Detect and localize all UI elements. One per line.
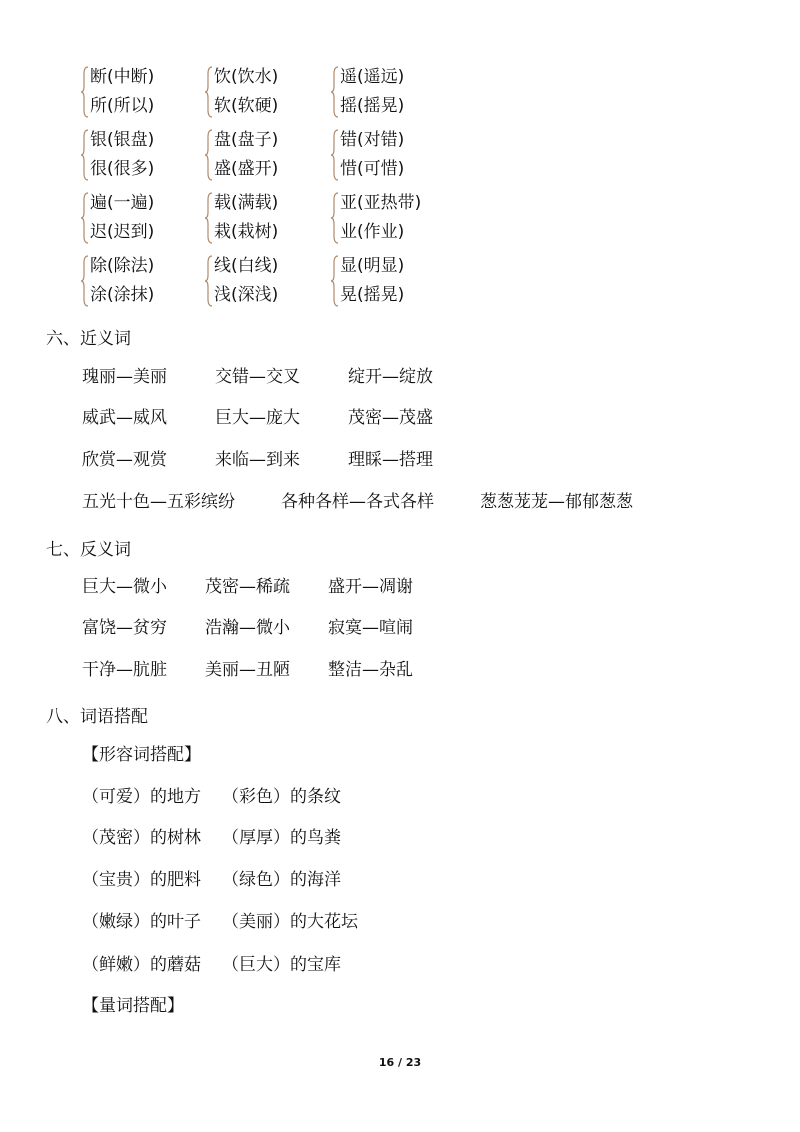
pair-top-word: 断(中断) <box>90 67 155 87</box>
antonym-pair: 浩瀚—微小 <box>205 618 290 638</box>
char-pair <box>330 64 450 120</box>
antonym-pair: 干净—肮脏 <box>82 660 167 680</box>
brace-icon <box>204 66 214 118</box>
pair-top-word: 盘(盘子) <box>214 130 279 150</box>
char-pair <box>80 64 200 120</box>
brace-icon <box>80 192 90 244</box>
pair-bottom-word: 惜(可惜) <box>340 159 405 179</box>
synonym-pair: 茂密—茂盛 <box>348 408 433 428</box>
pair-top-word: 错(对错) <box>340 130 405 150</box>
synonym-pair: 瑰丽—美丽 <box>82 367 167 387</box>
brace-group-row-4 <box>80 253 720 309</box>
brace-group-row-3 <box>80 190 720 246</box>
pair-top-word: 载(满载) <box>214 193 279 213</box>
char-pair <box>80 253 200 309</box>
pair-top-word: 除(除法) <box>90 256 155 276</box>
char-pair <box>204 190 324 246</box>
synonym-pair: 各种各样—各式各样 <box>281 492 434 512</box>
brace-icon <box>80 129 90 181</box>
antonym-pair: 富饶—贫穷 <box>82 618 167 638</box>
antonym-pair: 寂寞—喧闹 <box>328 618 413 638</box>
subheading-adjective-collocations: 【形容词搭配】 <box>82 745 201 765</box>
collocation-item: （美丽）的大花坛 <box>222 912 358 932</box>
pair-top-word: 银(银盘) <box>90 130 155 150</box>
collocation-item: （鲜嫩）的蘑菇 <box>82 955 201 975</box>
pair-top-word: 线(白线) <box>214 256 279 276</box>
antonym-pair: 盛开—凋谢 <box>328 577 413 597</box>
pair-bottom-word: 软(软硬) <box>214 96 279 116</box>
antonym-pair: 整洁—杂乱 <box>328 660 413 680</box>
char-pair <box>330 253 450 309</box>
collocation-item: （嫩绿）的叶子 <box>82 912 201 932</box>
collocation-item: （巨大）的宝库 <box>222 955 341 975</box>
brace-icon <box>330 129 340 181</box>
pair-top-word: 饮(饮水) <box>214 67 279 87</box>
brace-icon <box>80 255 90 307</box>
pair-bottom-word: 涂(涂抹) <box>90 285 155 305</box>
char-pair <box>204 127 324 183</box>
subheading-measure-word-collocations: 【量词搭配】 <box>82 996 184 1016</box>
synonym-pair: 绽开—绽放 <box>348 367 433 387</box>
collocation-item: （可爱）的地方 <box>82 787 201 807</box>
pair-bottom-word: 很(很多) <box>90 159 155 179</box>
section-heading-collocations: 八、词语搭配 <box>46 707 148 727</box>
synonym-pair: 五光十色—五彩缤纷 <box>82 492 235 512</box>
synonym-pair: 巨大—庞大 <box>215 408 300 428</box>
brace-group-row-1 <box>80 64 720 120</box>
pair-top-word: 亚(亚热带) <box>340 193 422 213</box>
collocation-item: （厚厚）的鸟粪 <box>222 828 341 848</box>
antonym-pair: 茂密—稀疏 <box>205 577 290 597</box>
synonym-pair: 来临—到来 <box>215 450 300 470</box>
pair-top-word: 遥(遥远) <box>340 67 405 87</box>
collocation-item: （绿色）的海洋 <box>222 870 341 890</box>
pair-bottom-word: 所(所以) <box>90 96 155 116</box>
pair-bottom-word: 栽(栽树) <box>214 222 279 242</box>
brace-icon <box>80 66 90 118</box>
brace-icon <box>204 192 214 244</box>
char-pair <box>80 127 200 183</box>
page-number: 16 / 23 <box>378 1056 422 1069</box>
pair-bottom-word: 摇(摇晃) <box>340 96 405 116</box>
synonym-pair: 交错—交叉 <box>215 367 300 387</box>
pair-top-word: 遍(一遍) <box>90 193 155 213</box>
antonym-pair: 巨大—微小 <box>82 577 167 597</box>
pair-bottom-word: 晃(摇晃) <box>340 285 405 305</box>
char-pair <box>80 190 200 246</box>
collocation-item: （茂密）的树林 <box>82 828 201 848</box>
synonym-pair: 葱葱茏茏—郁郁葱葱 <box>480 492 633 512</box>
synonym-pair: 欣赏—观赏 <box>82 450 167 470</box>
char-pair <box>204 64 324 120</box>
pair-top-word: 显(明显) <box>340 256 405 276</box>
pair-bottom-word: 业(作业) <box>340 222 405 242</box>
collocation-item: （宝贵）的肥料 <box>82 870 201 890</box>
char-pair <box>204 253 324 309</box>
char-pair <box>330 190 450 246</box>
pair-bottom-word: 迟(迟到) <box>90 222 155 242</box>
section-heading-synonyms: 六、近义词 <box>46 329 131 349</box>
brace-icon <box>204 129 214 181</box>
brace-icon <box>204 255 214 307</box>
section-heading-antonyms: 七、反义词 <box>46 540 131 560</box>
brace-icon <box>330 66 340 118</box>
brace-icon <box>330 192 340 244</box>
pair-bottom-word: 盛(盛开) <box>214 159 279 179</box>
brace-icon <box>330 255 340 307</box>
synonym-pair: 理睬—搭理 <box>348 450 433 470</box>
antonym-pair: 美丽—丑陋 <box>205 660 290 680</box>
collocation-item: （彩色）的条纹 <box>222 787 341 807</box>
brace-group-row-2 <box>80 127 720 183</box>
synonym-pair: 威武—威风 <box>82 408 167 428</box>
pair-bottom-word: 浅(深浅) <box>214 285 279 305</box>
char-pair <box>330 127 450 183</box>
